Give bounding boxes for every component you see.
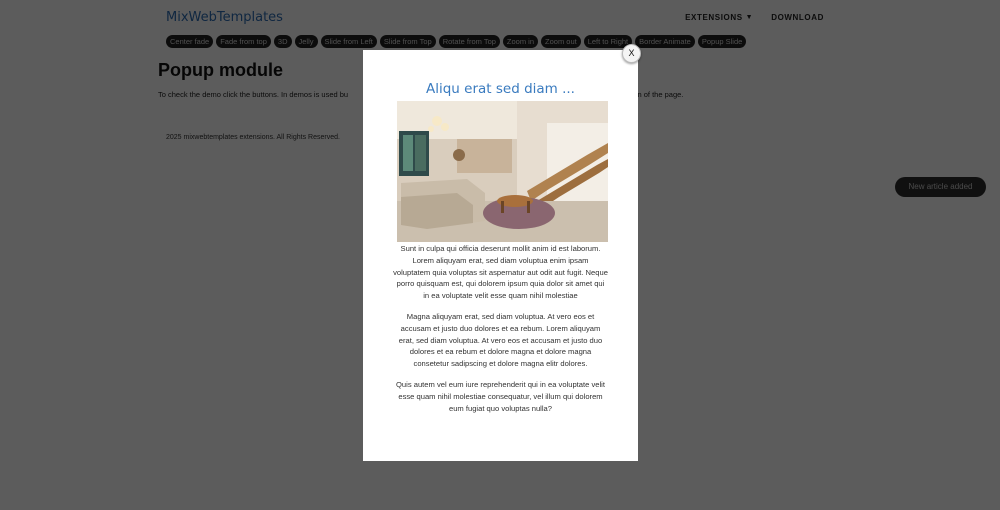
modal-title: Aliqu erat sed diam ... [426,81,575,97]
modal-paragraph: Magna aliquyam erat, sed diam voluptua. At vero eos et accusam et justo duo dolores et ea rebum. Lorem aliquyam erat, sed diam voluptua. At vero eos et accusam et justo duo dolores et ea rebum et dolore magna et dolore magna consetetur sadipscing et dolore magna elitr dolores. [398,311,603,369]
popup-modal [363,50,638,461]
modal-body [393,243,608,423]
modal-paragraph: Quis autem vel eum iure reprehenderit qui in ea voluptate velit esse quam nihil molestiae consequatur, vel illum qui dolorem eum fugiat quo voluptas nulla? [396,379,605,413]
modal-image [397,101,608,242]
modal-paragraph: Sunt in culpa qui officia deserunt mollit anim id est laborum. Lorem aliquyam erat, sed diam voluptua enim ipsam voluptatem quia voluptas sit aspernatur aut odit aut fugit. Neque porro quisquam est, qui dolorem ipsum quia dolor sit amet qui in ea voluptate velit esse quam nihil molestiae [393,244,608,301]
modal-close-button[interactable] [622,44,641,63]
living-room-image [397,101,608,242]
close-icon: X [628,48,635,58]
